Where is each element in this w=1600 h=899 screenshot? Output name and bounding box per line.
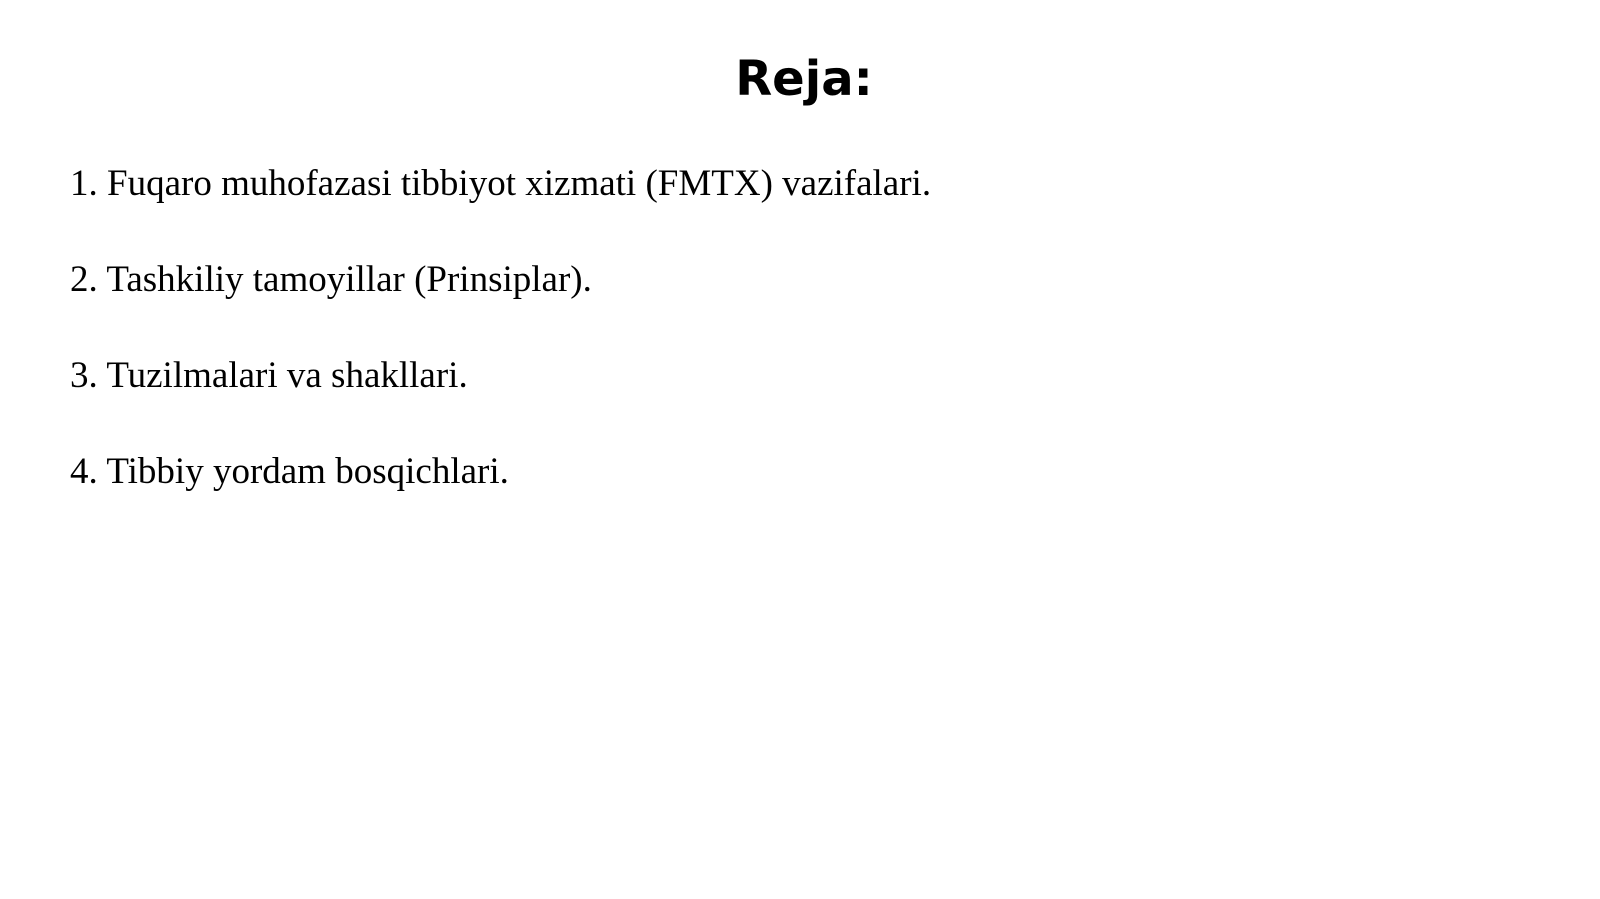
plan-item-1: 1. Fuqaro muhofazasi tibbiyot xizmati (FMTX) vazifalari. — [70, 163, 932, 204]
plan-item-4: 4. Tibbiy yordam bosqichlari. — [70, 451, 509, 492]
slide-title: Reja: — [735, 51, 873, 107]
plan-item-3: 3. Tuzilmalari va shakllari. — [70, 355, 468, 396]
plan-list — [70, 162, 931, 546]
plan-item-2: 2. Tashkiliy tamoyillar (Prinsiplar). — [70, 259, 592, 300]
